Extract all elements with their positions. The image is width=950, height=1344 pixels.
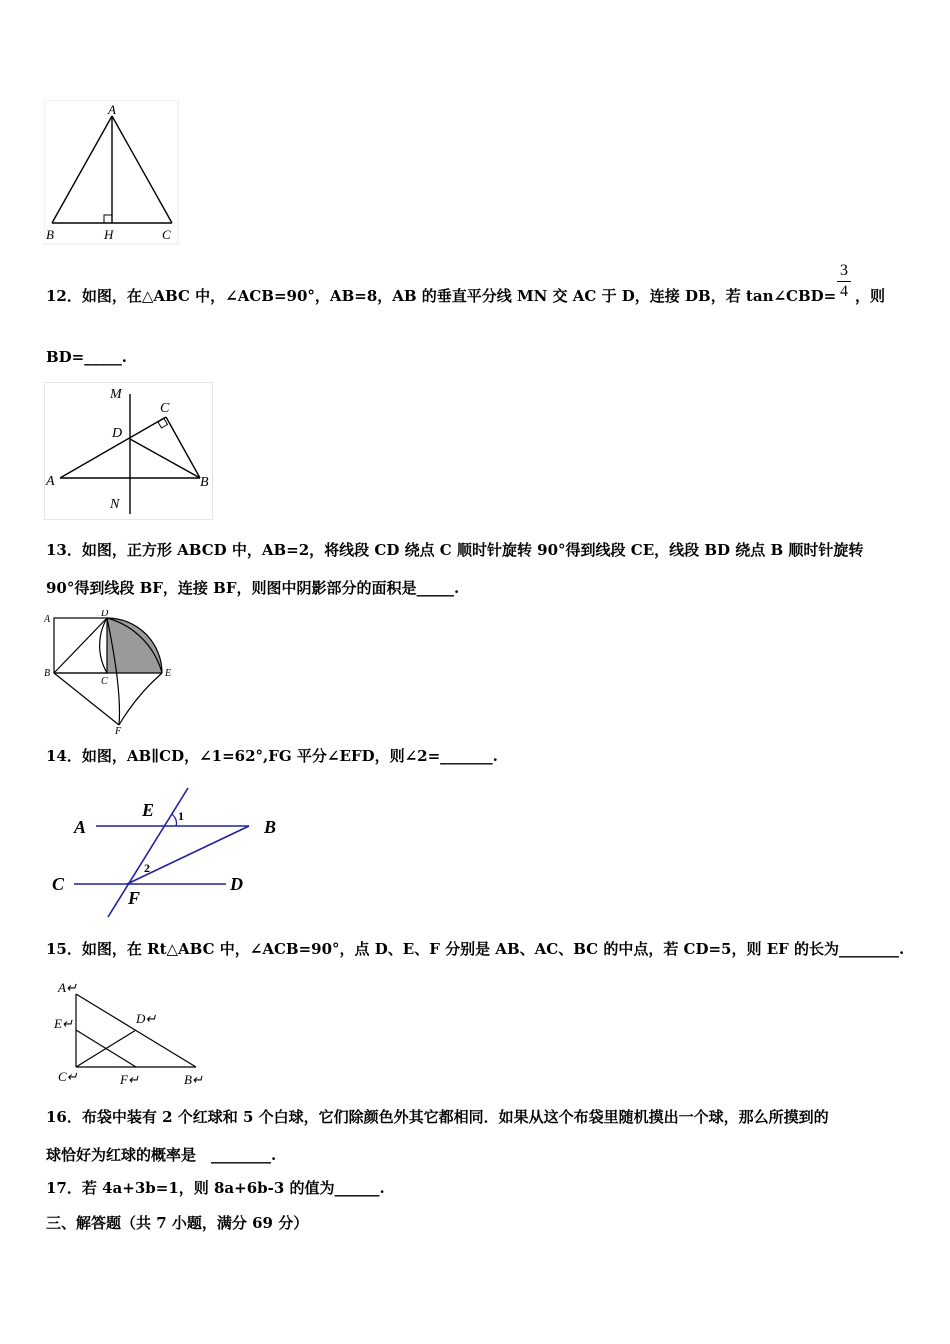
label-1: 1	[178, 809, 184, 823]
label-d: D	[230, 874, 243, 894]
question-12-line2: BD=_____.	[46, 348, 127, 366]
question-17-line1: 17．若 4a+3b=1，则 8a+6b-3 的值为______.	[46, 1179, 385, 1197]
label-h: H	[104, 227, 114, 242]
label-a: A	[74, 817, 87, 837]
label-f: F	[128, 888, 141, 908]
figure-square-rotation	[44, 610, 180, 734]
question-14-line1: 14．如图，AB∥CD，∠1=62°,FG 平分∠EFD，则∠2=_______.	[46, 747, 498, 765]
label-c: C	[162, 227, 171, 242]
fraction-bar	[837, 281, 851, 282]
label-d: D	[101, 610, 109, 619]
label-c: C↵	[58, 1069, 78, 1084]
figure-triangle-abh	[44, 100, 184, 245]
label-b: B↵	[184, 1072, 203, 1087]
label-a: A	[108, 102, 116, 117]
label-b: B	[264, 817, 277, 837]
question-16-line2: 球恰好为红球的概率是 ________.	[46, 1146, 277, 1164]
label-b: B	[200, 475, 209, 490]
label-m: M	[110, 387, 122, 402]
label-b: B	[44, 668, 51, 679]
question-13-line2: 90°得到线段 BF，连接 BF，则图中阴影部分的面积是_____.	[46, 579, 460, 597]
question-13-line1: 13．如图，正方形 ABCD 中，AB=2，将线段 CD 绕点 C 顺时针旋转 90°得到线段 CE，线段 BD 绕点 B 顺时针旋转	[46, 541, 864, 559]
label-b: B	[46, 227, 54, 242]
label-n: N	[110, 497, 120, 512]
label-e: E	[165, 668, 172, 679]
label-d: D↵	[136, 1011, 157, 1026]
label-f: F	[115, 726, 122, 734]
question-12-line1	[46, 286, 836, 306]
label-e: E	[142, 800, 155, 820]
fraction-denominator: 4	[840, 283, 848, 300]
label-a: A↵	[58, 980, 77, 995]
section-3-title: 三、解答题（共 7 小题，满分 69 分）	[46, 1214, 309, 1232]
fraction-tan-value	[837, 262, 851, 301]
label-a: A	[44, 614, 51, 625]
label-d: D	[112, 426, 123, 441]
question-15-line1: 15．如图，在 Rt△ABC 中，∠ACB=90°，点 D、E、F 分别是 AB、AC、BC 的中点，若 CD=5，则 EF 的长为________.	[46, 940, 905, 958]
figure-parallel-lines	[44, 780, 294, 922]
label-c: C	[101, 676, 108, 687]
question-12-text: 12．如图，在△ABC 中，∠ACB=90°，AB=8，AB 的垂直平分线 MN 交 AC 于 D，连接 DB，若 tan∠CBD=	[46, 287, 837, 305]
label-2: 2	[144, 861, 150, 875]
label-c: C	[160, 401, 170, 416]
fraction-numerator: 3	[840, 262, 848, 279]
label-a: A	[46, 474, 55, 489]
figure-right-triangle-midpoints	[44, 976, 216, 1091]
label-e: E↵	[54, 1016, 73, 1031]
label-f: F↵	[120, 1072, 139, 1087]
figure-perpendicular-bisector	[44, 382, 216, 522]
question-12-line1-end: ，则	[855, 287, 886, 305]
label-c: C	[52, 874, 65, 894]
question-16-line1: 16．布袋中装有 2 个红球和 5 个白球，它们除颜色外其它都相同．如果从这个布袋里随机摸出一个球，那么所摸到的	[46, 1108, 829, 1126]
